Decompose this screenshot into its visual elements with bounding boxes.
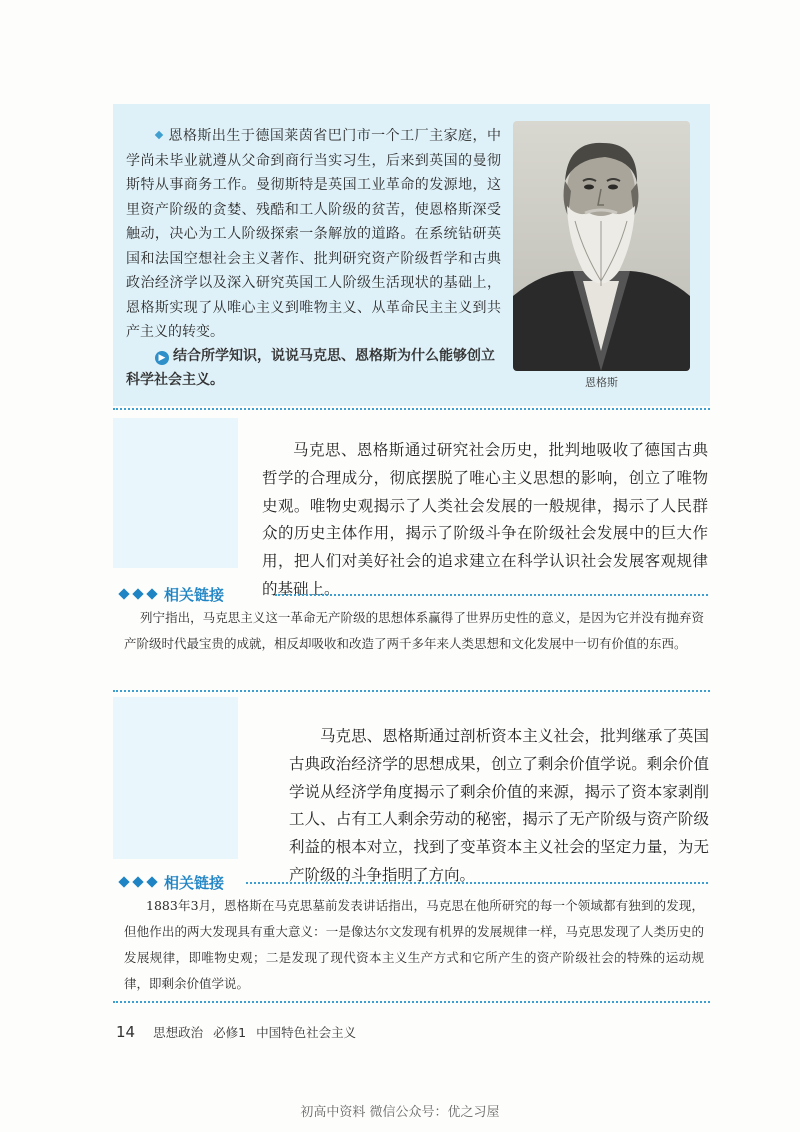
portrait-image xyxy=(513,121,690,371)
diamonds-icon xyxy=(120,590,156,598)
watermark: 初高中资料 微信公众号：优之习屋 xyxy=(300,1105,500,1120)
related-link-heading xyxy=(120,584,224,604)
margin-panel xyxy=(113,697,238,859)
section-divider xyxy=(113,690,710,692)
footer-book-title: 中国特色社会主义 xyxy=(256,1025,357,1040)
related-link-title: 相关链接 xyxy=(164,585,225,604)
related-link-text: 列宁指出，马克思主义这一革命无产阶级的思想体系赢得了世界历史性的意义，是因为它并没有抛弃资产阶级时代最宝贵的成就，相反却吸收和改造了两千多年来人类思想和文化发展中一切有价值的东西。 xyxy=(124,610,704,651)
footer-subject: 思想政治 xyxy=(153,1025,204,1040)
footer-volume: 必修1 xyxy=(213,1025,247,1040)
paragraph-historical-materialism: 马克思、恩格斯通过研究社会历史，批判地吸收了德国古典哲学的合理成分，彻底摆脱了唯心主义思想的影响，创立了唯物史观。唯物史观揭示了人类社会发展的一般规律，揭示了人民群众的历史主体作用，揭示了阶级斗争在阶级社会发展中的巨大作用，把人们对美好社会的追求建立在科学认识社会发展客观规律的基础上。 xyxy=(262,441,708,598)
margin-panel xyxy=(113,418,238,568)
engels-bio-text: 恩格斯出生于德国莱茵省巴门市一个工厂主家庭，中学尚未毕业就遵从父命到商行当实习生，后来到英国的曼彻斯特从事商务工作。曼彻斯特是英国工业革命的发源地，这里资产阶级的贪婪、残酷和工人阶级的贫苦，使恩格斯深受触动，决心为工人阶级探索一条解放的道路。在系统钻研英国和法国空想社会主义著作、批判研究资产阶级哲学和古典政治经济学以及深入研究英国工人阶级生活现状的基础上，恩格斯实现了从唯心主义到唯物主义、从革命民主主义到共产主义的转变。 xyxy=(126,128,501,340)
page-footer xyxy=(116,1023,366,1041)
arrow-circle-icon: ▶ xyxy=(155,351,169,365)
paragraph-surplus-value: 马克思、恩格斯通过剖析资本主义社会，批判继承了英国古典政治经济学的思想成果，创立了剩余价值学说。剩余价值学说从经济学角度揭示了剩余价值的来源，揭示了资本家剥削工人、占有工人剩余劳动的秘密，揭示了无产阶级与资产阶级利益的根本对立，找到了变革资本主义社会的坚定力量，为无产阶级的斗争指明了方向。 xyxy=(289,727,709,884)
discussion-question xyxy=(126,344,506,392)
engels-portrait xyxy=(513,121,690,371)
section-divider xyxy=(113,1001,710,1003)
section-divider xyxy=(113,408,710,410)
bullet-diamond-icon xyxy=(155,131,163,139)
portrait-caption: 恩格斯 xyxy=(585,376,618,389)
page-number: 14 xyxy=(116,1023,136,1041)
related-link-title: 相关链接 xyxy=(164,873,225,892)
heading-dotted-line xyxy=(246,882,708,884)
heading-dotted-line xyxy=(275,594,708,596)
diamonds-icon xyxy=(120,878,156,886)
question-text: 结合所学知识，说说马克思、恩格斯为什么能够创立科学社会主义。 xyxy=(126,348,495,388)
engels-bio xyxy=(126,124,501,345)
related-link-heading xyxy=(120,872,224,892)
related-link-text: 1883年3月，恩格斯在马克思墓前发表讲话指出，马克思在他所研究的每一个领域都有独到的发现，但他作出的两大发现具有重大意义：一是像达尔文发现有机界的发展规律一样，马克思发现了人类历史的发展规律，即唯物史观；二是发现了现代资本主义生产方式和它所产生的资产阶级社会的特殊的运动规律，即剩余价值学说。 xyxy=(124,898,704,991)
